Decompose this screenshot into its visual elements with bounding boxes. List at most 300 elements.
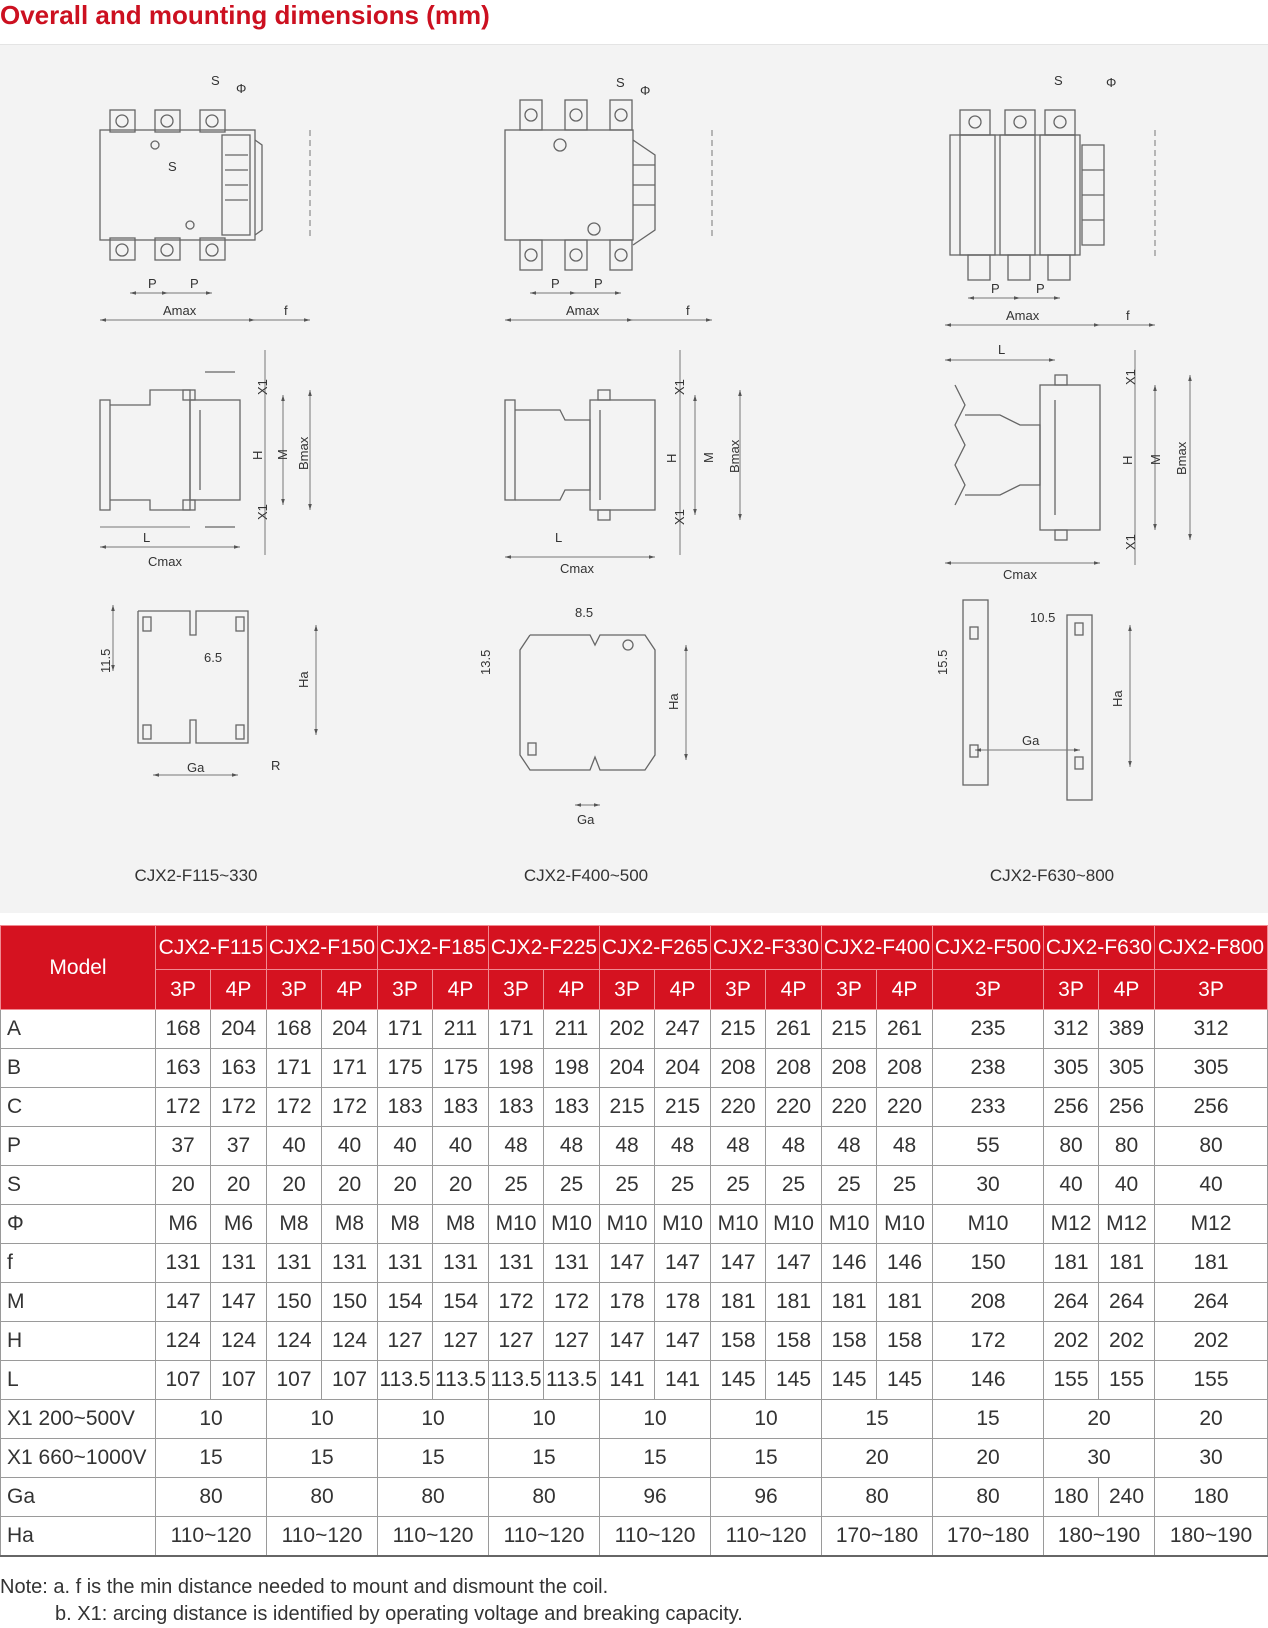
dimension-drawings [0, 45, 1268, 913]
table-cell: 180~190 [1155, 1517, 1268, 1557]
table-cell: 80 [1155, 1127, 1268, 1166]
table-cell: 30 [1044, 1439, 1155, 1478]
mounting-f630 [963, 600, 1092, 800]
table-cell: 171 [267, 1049, 322, 1088]
table-body [1, 1010, 1268, 1557]
table-cell: 48 [600, 1127, 655, 1166]
table-cell: M12 [1099, 1205, 1155, 1244]
table-row [1, 1478, 1268, 1517]
table-cell: 158 [711, 1322, 766, 1361]
table-cell: 180 [1155, 1478, 1268, 1517]
table-cell: 20 [822, 1439, 933, 1478]
table-cell: 204 [211, 1010, 267, 1049]
table-cell: 20 [433, 1166, 489, 1205]
table-cell: M10 [600, 1205, 655, 1244]
dimensions-table [0, 925, 1268, 1557]
table-cell: 183 [544, 1088, 600, 1127]
pole-header: 3P [933, 970, 1044, 1010]
table-row [1, 1127, 1268, 1166]
pole-header: 3P [711, 970, 766, 1010]
row-label: M [1, 1283, 156, 1322]
row-label: L [1, 1361, 156, 1400]
dimension-lines [100, 130, 1190, 805]
table-cell: 198 [489, 1049, 544, 1088]
table-cell: 48 [711, 1127, 766, 1166]
table-cell: 80 [822, 1478, 933, 1517]
label-s-3: S [1054, 73, 1063, 88]
table-cell: 208 [766, 1049, 822, 1088]
table-header [1, 926, 1268, 1010]
mounting-f115 [138, 611, 248, 743]
table-cell: 15 [600, 1439, 711, 1478]
label-ga-1: Ga [187, 760, 205, 775]
page-title: Overall and mounting dimensions (mm) [0, 0, 490, 30]
pole-header: 4P [766, 970, 822, 1010]
label-m-3: M [1148, 454, 1163, 465]
label-phi-1: Φ [236, 81, 247, 96]
table-cell: 107 [211, 1361, 267, 1400]
model-name-header: CJX2-F185 [378, 926, 489, 970]
table-cell: 48 [822, 1127, 877, 1166]
table-cell: 20 [1155, 1400, 1268, 1439]
table-cell: 131 [378, 1244, 433, 1283]
table-cell: 113.5 [489, 1361, 544, 1400]
table-cell: 15 [711, 1439, 822, 1478]
table-cell: 198 [544, 1049, 600, 1088]
table-cell: 80 [1044, 1127, 1099, 1166]
table-cell: 40 [1099, 1166, 1155, 1205]
table-cell: 238 [933, 1049, 1044, 1088]
table-cell: 168 [156, 1010, 211, 1049]
table-cell: 147 [766, 1244, 822, 1283]
table-cell: 15 [156, 1439, 267, 1478]
label-amax-1: Amax [163, 303, 197, 318]
table-cell: 20 [267, 1166, 322, 1205]
table-cell: 220 [711, 1088, 766, 1127]
table-cell: 172 [267, 1088, 322, 1127]
pole-header: 3P [600, 970, 655, 1010]
table-cell: 208 [711, 1049, 766, 1088]
row-label: X1 660~1000V [1, 1439, 156, 1478]
table-cell: 264 [1044, 1283, 1099, 1322]
table-cell: 15 [378, 1439, 489, 1478]
pole-header: 3P [489, 970, 544, 1010]
table-cell: M8 [433, 1205, 489, 1244]
label-p-2b: P [594, 276, 603, 291]
table-row [1, 1244, 1268, 1283]
model-name-header: CJX2-F265 [600, 926, 711, 970]
table-cell: 172 [489, 1283, 544, 1322]
table-cell: 155 [1044, 1361, 1099, 1400]
table-cell: 10 [267, 1400, 378, 1439]
pole-header: 3P [267, 970, 322, 1010]
label-11-5: 11.5 [98, 648, 113, 673]
table-cell: 124 [322, 1322, 378, 1361]
label-l-3: L [998, 342, 1006, 357]
pole-header: 4P [322, 970, 378, 1010]
table-cell: 220 [766, 1088, 822, 1127]
table-cell: 55 [933, 1127, 1044, 1166]
table-cell: 181 [1155, 1244, 1268, 1283]
label-s-2: S [616, 75, 625, 90]
table-cell: 172 [544, 1283, 600, 1322]
header-row-poles [1, 970, 1268, 1010]
table-cell: 141 [600, 1361, 655, 1400]
table-cell: 147 [655, 1244, 711, 1283]
table-cell: 183 [378, 1088, 433, 1127]
pole-header: 4P [433, 970, 489, 1010]
table-cell: 264 [1155, 1283, 1268, 1322]
table-cell: 48 [766, 1127, 822, 1166]
pole-header: 3P [156, 970, 211, 1010]
label-cmax-2: Cmax [560, 561, 594, 576]
label-m-2: M [701, 452, 716, 463]
label-x1-1b: X1 [255, 504, 270, 520]
table-cell: 261 [877, 1010, 933, 1049]
label-p-1b: P [190, 276, 199, 291]
table-cell: 183 [433, 1088, 489, 1127]
label-p-2a: P [551, 276, 560, 291]
table-cell: 208 [933, 1283, 1044, 1322]
label-s-1: S [211, 73, 220, 88]
table-cell: M10 [933, 1205, 1044, 1244]
mounting-f400 [520, 635, 655, 770]
notes [0, 1574, 743, 1628]
table-cell: 80 [156, 1478, 267, 1517]
table-cell: 247 [655, 1010, 711, 1049]
table-cell: 305 [1099, 1049, 1155, 1088]
table-cell: 107 [156, 1361, 211, 1400]
table-cell: 163 [156, 1049, 211, 1088]
table-cell: 172 [933, 1322, 1044, 1361]
table-cell: 25 [655, 1166, 711, 1205]
table-cell: 150 [933, 1244, 1044, 1283]
table-cell: 215 [655, 1088, 711, 1127]
table-cell: 215 [711, 1010, 766, 1049]
table-cell: 96 [711, 1478, 822, 1517]
table-cell: 389 [1099, 1010, 1155, 1049]
label-r-1: R [271, 758, 281, 773]
label-15-5: 15.5 [935, 649, 950, 675]
label-m-1: M [275, 449, 290, 460]
table-cell: 48 [655, 1127, 711, 1166]
table-cell: 15 [933, 1400, 1044, 1439]
model-name-header: CJX2-F500 [933, 926, 1044, 970]
table-cell: M10 [489, 1205, 544, 1244]
table-cell: 127 [544, 1322, 600, 1361]
table-cell: 181 [1099, 1244, 1155, 1283]
table-cell: 202 [1099, 1322, 1155, 1361]
model-header: Model [1, 926, 156, 1010]
table-cell: 181 [1044, 1244, 1099, 1283]
table-cell: 312 [1155, 1010, 1268, 1049]
table-cell: M12 [1044, 1205, 1099, 1244]
table-cell: 10 [378, 1400, 489, 1439]
table-cell: 256 [1044, 1088, 1099, 1127]
table-cell: 110~120 [378, 1517, 489, 1557]
label-x1-2a: X1 [672, 379, 687, 395]
table-cell: 20 [211, 1166, 267, 1205]
table-cell: 170~180 [822, 1517, 933, 1557]
table-cell: 25 [489, 1166, 544, 1205]
table-cell: 147 [600, 1322, 655, 1361]
table-cell: 312 [1044, 1010, 1099, 1049]
table-cell: 305 [1155, 1049, 1268, 1088]
table-cell: 147 [211, 1283, 267, 1322]
table-cell: 146 [822, 1244, 877, 1283]
row-label: B [1, 1049, 156, 1088]
label-6-5: 6.5 [204, 650, 223, 665]
table-cell: 40 [433, 1127, 489, 1166]
table-row [1, 1010, 1268, 1049]
table-cell: 202 [600, 1010, 655, 1049]
row-label: Ha [1, 1517, 156, 1557]
table-row [1, 1205, 1268, 1244]
table-cell: 175 [433, 1049, 489, 1088]
model-name-header: CJX2-F800 [1155, 926, 1268, 970]
table-cell: 256 [1155, 1088, 1268, 1127]
table-cell: 80 [933, 1478, 1044, 1517]
caption-f630-800: CJX2-F630~800 [989, 866, 1115, 885]
table-cell: 110~120 [600, 1517, 711, 1557]
row-label: Ga [1, 1478, 156, 1517]
table-cell: 20 [322, 1166, 378, 1205]
label-f-1: f [284, 303, 288, 318]
row-label: H [1, 1322, 156, 1361]
table-cell: 124 [267, 1322, 322, 1361]
table-cell: 25 [822, 1166, 877, 1205]
table-cell: M8 [267, 1205, 322, 1244]
table-cell: 48 [489, 1127, 544, 1166]
table-cell: M10 [655, 1205, 711, 1244]
label-f-2: f [686, 303, 690, 318]
label-x1-1a: X1 [255, 379, 270, 395]
table-cell: 178 [655, 1283, 711, 1322]
table-cell: 204 [322, 1010, 378, 1049]
table-cell: 96 [600, 1478, 711, 1517]
table-row [1, 1166, 1268, 1205]
label-phi-2: Φ [640, 83, 651, 98]
model-name-header: CJX2-F225 [489, 926, 600, 970]
table-cell: 208 [877, 1049, 933, 1088]
label-phi-3: Φ [1106, 75, 1117, 90]
table-cell: 25 [600, 1166, 655, 1205]
table-cell: 154 [378, 1283, 433, 1322]
model-name-header: CJX2-F630 [1044, 926, 1155, 970]
table-cell: 141 [655, 1361, 711, 1400]
table-cell: 168 [267, 1010, 322, 1049]
label-10-5: 10.5 [1030, 610, 1056, 625]
row-label: S [1, 1166, 156, 1205]
note-b: b. X1: arcing distance is identified by operating voltage and breaking capacity. [55, 1603, 743, 1625]
label-ha-1: Ha [296, 671, 311, 688]
table-cell: 208 [822, 1049, 877, 1088]
table-cell: 181 [877, 1283, 933, 1322]
table-cell: 181 [766, 1283, 822, 1322]
table-cell: 183 [489, 1088, 544, 1127]
pole-header: 3P [1155, 970, 1268, 1010]
table-cell: 25 [877, 1166, 933, 1205]
table-cell: 131 [267, 1244, 322, 1283]
table-cell: 146 [933, 1361, 1044, 1400]
table-cell: 10 [489, 1400, 600, 1439]
drawings-svg [0, 45, 1268, 913]
row-label: f [1, 1244, 156, 1283]
table-cell: M10 [822, 1205, 877, 1244]
table-cell: 127 [378, 1322, 433, 1361]
table-cell: 20 [156, 1166, 211, 1205]
table-cell: 233 [933, 1088, 1044, 1127]
table-cell: 181 [711, 1283, 766, 1322]
table-cell: 113.5 [378, 1361, 433, 1400]
table-cell: 181 [822, 1283, 877, 1322]
pole-header: 3P [822, 970, 877, 1010]
table-cell: M10 [766, 1205, 822, 1244]
table-cell: 180~190 [1044, 1517, 1155, 1557]
table-cell: 171 [489, 1010, 544, 1049]
table-row [1, 1322, 1268, 1361]
label-cmax-3: Cmax [1003, 567, 1037, 582]
table-cell: 15 [489, 1439, 600, 1478]
table-cell: 158 [766, 1322, 822, 1361]
table-cell: 150 [267, 1283, 322, 1322]
table-cell: 80 [489, 1478, 600, 1517]
label-amax-2: Amax [566, 303, 600, 318]
table-row [1, 1400, 1268, 1439]
table-cell: 20 [933, 1439, 1044, 1478]
table-cell: 172 [322, 1088, 378, 1127]
label-bmax-1: Bmax [296, 436, 311, 470]
table-cell: 147 [655, 1322, 711, 1361]
table-cell: 170~180 [933, 1517, 1044, 1557]
table-cell: 150 [322, 1283, 378, 1322]
table-cell: 145 [711, 1361, 766, 1400]
table-cell: 15 [267, 1439, 378, 1478]
table-row [1, 1088, 1268, 1127]
pole-header: 4P [1099, 970, 1155, 1010]
table-cell: 131 [433, 1244, 489, 1283]
table-cell: 154 [433, 1283, 489, 1322]
table-cell: 171 [322, 1049, 378, 1088]
table-cell: 155 [1155, 1361, 1268, 1400]
row-label: A [1, 1010, 156, 1049]
table-cell: 172 [211, 1088, 267, 1127]
label-h-1: H [250, 450, 265, 460]
table-cell: 155 [1099, 1361, 1155, 1400]
table-cell: 204 [600, 1049, 655, 1088]
table-cell: 211 [433, 1010, 489, 1049]
front-view-f630 [950, 110, 1104, 280]
model-name-header: CJX2-F150 [267, 926, 378, 970]
table-cell: 215 [600, 1088, 655, 1127]
label-h-2: H [664, 453, 679, 463]
table-cell: 48 [877, 1127, 933, 1166]
row-label: X1 200~500V [1, 1400, 156, 1439]
table-cell: 145 [822, 1361, 877, 1400]
label-p-3a: P [991, 281, 1000, 296]
table-cell: 147 [600, 1244, 655, 1283]
label-l-1: L [143, 530, 151, 545]
table-cell: 158 [877, 1322, 933, 1361]
label-bmax-3: Bmax [1174, 441, 1189, 475]
table-cell: 163 [211, 1049, 267, 1088]
table-cell: M6 [211, 1205, 267, 1244]
table-cell: 40 [322, 1127, 378, 1166]
row-label: Φ [1, 1205, 156, 1244]
table-cell: 305 [1044, 1049, 1099, 1088]
table-cell: M10 [711, 1205, 766, 1244]
row-label: C [1, 1088, 156, 1127]
table-cell: 215 [822, 1010, 877, 1049]
table-cell: 110~120 [156, 1517, 267, 1557]
table-cell: 40 [1155, 1166, 1268, 1205]
table-cell: M8 [378, 1205, 433, 1244]
table-cell: 131 [544, 1244, 600, 1283]
side-view-f400 [505, 390, 655, 520]
table-row [1, 1283, 1268, 1322]
table-cell: 131 [156, 1244, 211, 1283]
table-cell: 127 [489, 1322, 544, 1361]
table-row [1, 1361, 1268, 1400]
side-view-f630 [955, 375, 1100, 540]
table-cell: 175 [378, 1049, 433, 1088]
table-cell: 202 [1155, 1322, 1268, 1361]
table-cell: 124 [211, 1322, 267, 1361]
label-h-3: H [1120, 455, 1135, 465]
table-cell: 146 [877, 1244, 933, 1283]
table-cell: 211 [544, 1010, 600, 1049]
pole-header: 4P [211, 970, 267, 1010]
label-f-3: f [1126, 308, 1130, 323]
header-row-models [1, 926, 1268, 970]
table-cell: 37 [156, 1127, 211, 1166]
table-cell: 15 [822, 1400, 933, 1439]
label-x1-3b: X1 [1123, 534, 1138, 550]
model-name-header: CJX2-F400 [822, 926, 933, 970]
table-cell: 107 [322, 1361, 378, 1400]
table-cell: 113.5 [433, 1361, 489, 1400]
table-cell: 127 [433, 1322, 489, 1361]
table-cell: 147 [156, 1283, 211, 1322]
table-cell: 113.5 [544, 1361, 600, 1400]
label-p-3b: P [1036, 281, 1045, 296]
model-name-header: CJX2-F115 [156, 926, 267, 970]
table-cell: 124 [156, 1322, 211, 1361]
label-ha-2: Ha [666, 693, 681, 710]
table-cell: 264 [1099, 1283, 1155, 1322]
table-cell: 204 [655, 1049, 711, 1088]
table-cell: 261 [766, 1010, 822, 1049]
table-cell: 80 [267, 1478, 378, 1517]
pole-header: 3P [1044, 970, 1099, 1010]
table-cell: 147 [711, 1244, 766, 1283]
table-cell: 30 [1155, 1439, 1268, 1478]
table-cell: 180 [1044, 1478, 1099, 1517]
label-amax-3: Amax [1006, 308, 1040, 323]
table-cell: 37 [211, 1127, 267, 1166]
table-cell: 158 [822, 1322, 877, 1361]
table-cell: 80 [1099, 1127, 1155, 1166]
table-cell: 110~120 [489, 1517, 600, 1557]
pole-header: 4P [877, 970, 933, 1010]
label-bmax-2: Bmax [727, 439, 742, 473]
label-8-5: 8.5 [575, 605, 594, 620]
label-ga-3: Ga [1022, 733, 1040, 748]
pole-header: 3P [378, 970, 433, 1010]
table-cell: M10 [877, 1205, 933, 1244]
row-label: P [1, 1127, 156, 1166]
table-cell: 10 [600, 1400, 711, 1439]
